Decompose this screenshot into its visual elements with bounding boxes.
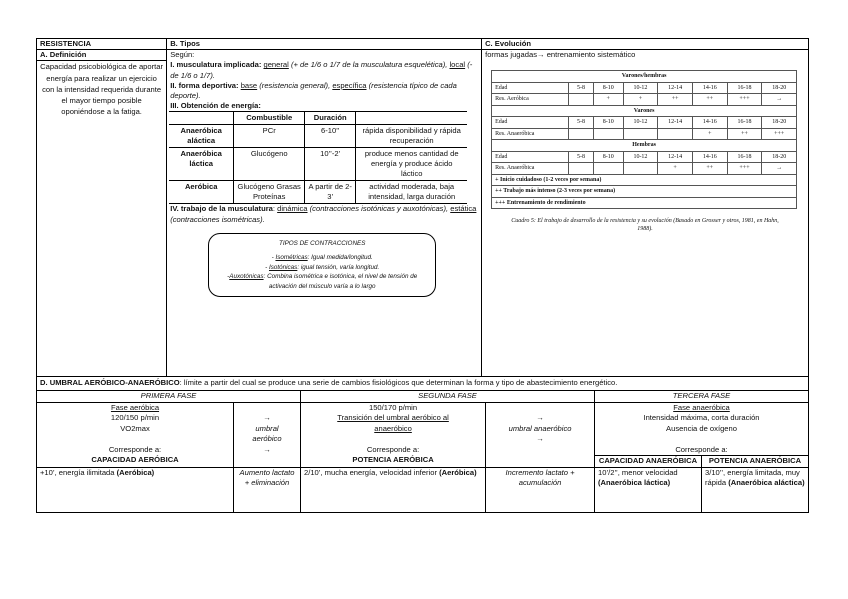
evolucion-intro: formas jugadas→ entrenamiento sistemático [485,50,636,60]
obtencion-energia-label: III. Obtención de energía: [170,101,261,111]
trans2-bottom: Incremento lactato + acumulación [486,467,595,512]
energy-row: Aeróbica Glucógeno Grasas Proteínas A partir de 2-3’ actividad moderada, baja intensidad, larga duración [169,181,467,204]
trabajo-musculatura: IV. trabajo de la musculatura: dinámica (contracciones isotónicas y auxotónicas), estática (contracciones isométricas). [170,204,477,224]
umbral-anaerobico: → umbral anaeróbico → [486,402,595,467]
evolucion-cell [482,50,809,377]
tipos-cell [167,50,482,377]
header-tipos: B. Tipos [167,39,482,50]
col-duracion: Duración [305,112,356,125]
fase2-top: 150/170 p/min Transición del umbral aeróbico al anaeróbico Corresponde a: POTENCIA AERÓBICA [301,402,486,467]
header-evolucion: C. Evolución [482,39,809,50]
fase3-bottom-1: 10’/2’’, menor velocidad (Anaeróbica láctica) [595,467,702,512]
fase1-top: Fase aeróbica 120/150 p/min VO2max Corresponde a: CAPACIDAD AERÓBICA [37,402,234,467]
energy-row: Anaeróbica aláctica PCr 6-10’’ rápida disponibilidad y rápida recuperación [169,125,467,148]
segunda-fase-header: SEGUNDA FASE [301,391,595,403]
umbral-title: D. UMBRAL AERÓBICO-ANAERÓBICO: límite a partir del cual se produce una serie de cambios fisiológicos que determinan la forma y tipo de abastecimiento energético. [37,377,809,391]
forma-deportiva: II. forma deportiva: base (resistencia general), específica (resistencia típico de cada deporte). [170,80,457,101]
contracciones-title: TIPOS DE CONTRACCIONES [278,239,366,247]
document-page [36,38,809,513]
umbral-aerobico: → umbral aeróbico → [234,402,301,467]
definicion-text: Capacidad psicobiológica de aportar energía para realizar un ejercicio con la intensidad requerida durante el mayor tiempo posible oponiéndose a la fatiga. [37,61,167,377]
tercera-fase-header: TERCERA FASE [595,391,809,403]
header-definicion: A. Definición [37,50,167,61]
umbral-table [36,376,809,513]
header-resistencia: RESISTENCIA [37,39,167,50]
energy-table [169,111,467,204]
fase2-bottom: 2/10’, mucha energía, velocidad inferior (Aeróbica) [301,467,486,512]
segun-label: Según: [170,50,195,60]
fase1-bottom: +10’, energía ilimitada (Aeróbica) [37,467,234,512]
col-combustible: Combustible [234,112,305,125]
fase3-top: Fase anaeróbica Intensidad máxima, corta duración Ausencia de oxígeno Corresponde a: CAPACIDAD ANAERÓBICA POTENCIA ANAERÓBICA [595,402,809,467]
evolution-table: Varones/hembras Edad 5-8 8-10 10-12 12-14 14-16 16-18 18-20 Res. Aeróbica + + ++ ++ +++ → Varones Edad 5-8 8-10 10-12 12-14 14-16 16-18 18-20 Res. Anaeróbica + ++ +++ Hembras Edad 5-8 8-10 10-12 12-14 14-16 16-18 18-20 Res. Anaeróbica + ++ +++ → + Inicio cuidadoso (1-2 veces por semana) ++ Trabajo más intenso (2-3 veces por semana) +++ Entrenamiento de rendimiento [491,70,797,209]
contracciones-box: TIPOS DE CONTRACCIONES - Isométricas: Igual medida/longitud. - Isotónicas: igual tensión, varía longitud. -Auxotónicas: Combina isométrica e isotónica, el nivel de tensión de activación del músculo varía a lo largo [208,233,436,298]
energy-row: Anaeróbica láctica Glucógeno 10’’-2’ produce menos cantidad de energía y produce ácido láctico [169,148,467,181]
musculatura-implicada: I. musculatura implicada: general (+ de 1/6 o 1/7 de la musculatura esquelética), local (- de 1/6 o 1/7). [170,60,473,80]
fase3-bottom-2: 3/10’’, energía limitada, muy rápida (Anaeróbica aláctica) [702,467,809,512]
top-table [36,38,809,377]
trans1-bottom: Aumento lactato + eliminación [234,467,301,512]
primera-fase-header: PRIMERA FASE [37,391,301,403]
evolution-caption: Cuadro 5: El trabajo de desarrollo de la resistencia y su evolución (Basado en Grosser y otros, 1981, en Hahn, 1988). [511,218,779,233]
